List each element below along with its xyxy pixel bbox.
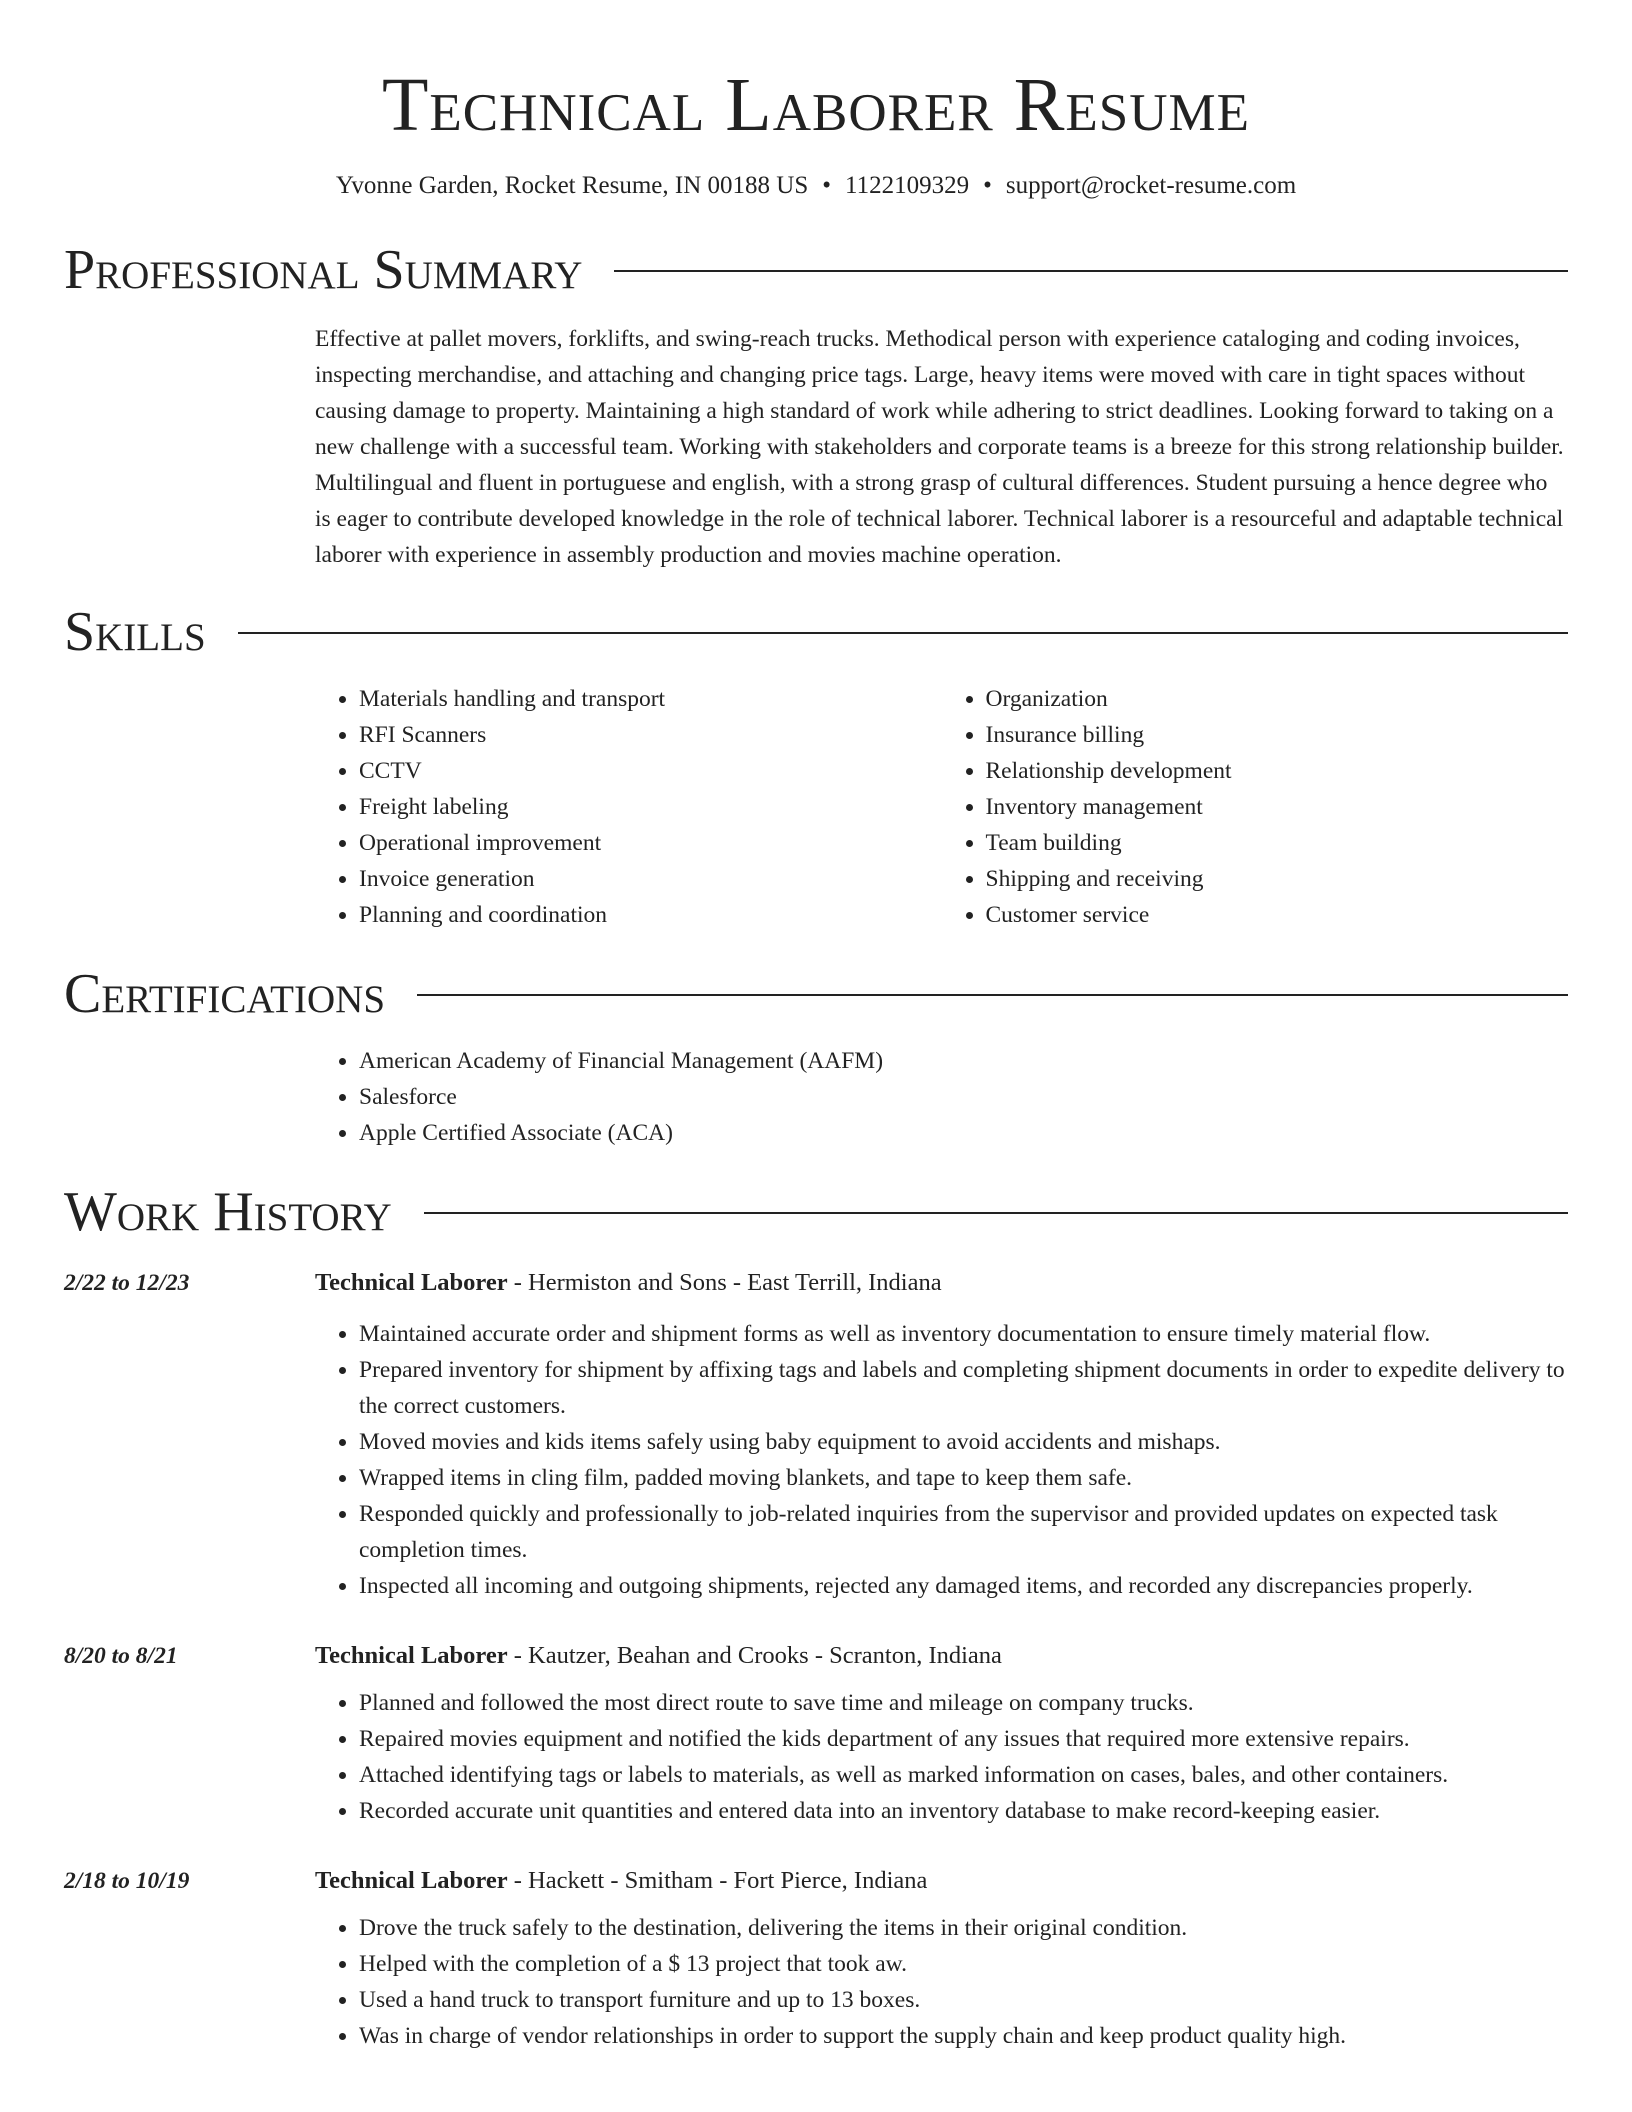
skill-item: • Insurance billing (986, 717, 1569, 753)
skills-section-header (64, 601, 1568, 663)
skill-item: • Relationship development (986, 753, 1569, 789)
certifications-list (315, 1043, 1568, 1151)
job-dates: 2/22 to 12/23 (64, 1270, 190, 1296)
job-duty: • Wrapped items in cling film, padded moving blankets, and tape to keep them safe. (359, 1460, 1568, 1496)
certification-item: • Salesforce (359, 1079, 1568, 1115)
skill-item: • RFI Scanners (359, 717, 942, 753)
job-duty: • Attached identifying tags or labels to materials, as well as marked information on cases, bales, and other containers. (359, 1757, 1568, 1793)
skill-item: • Team building (986, 825, 1569, 861)
summary-section-header (64, 239, 1568, 301)
job-dates: 8/20 to 8/21 (64, 1643, 178, 1669)
skill-item: • Operational improvement (359, 825, 942, 861)
job-body (315, 1863, 1568, 2054)
contact-address: Yvonne Garden, Rocket Resume, IN 00188 US (335, 172, 809, 199)
skill-item: • Inventory management (986, 789, 1569, 825)
skill-item: • Customer service (986, 897, 1569, 933)
job-employer: - Hermiston and Sons - East Terrill, Indiana (507, 1269, 942, 1296)
job-entry (64, 1638, 1568, 1829)
certification-item: • American Academy of Financial Management (AAFM) (359, 1043, 1568, 1079)
certification-item: • Apple Certified Associate (ACA) (359, 1115, 1568, 1151)
work-history-section-header (64, 1181, 1568, 1243)
job-employer: - Hackett - Smitham - Fort Pierce, Indiana (507, 1867, 928, 1894)
contact-separator: • (822, 172, 832, 199)
skill-item: • Materials handling and transport (359, 681, 942, 717)
resume-page (64, 0, 1568, 2054)
job-dates: 2/18 to 10/19 (64, 1868, 190, 1894)
job-duty: • Inspected all incoming and outgoing shipments, rejected any damaged items, and recorded any discrepancies properly. (359, 1568, 1568, 1604)
skill-item: • Invoice generation (359, 861, 942, 897)
job-duty: • Repaired movies equipment and notified the kids department of any issues that required more extensive repairs. (359, 1721, 1568, 1757)
section-divider (424, 1212, 1568, 1214)
job-title: Technical Laborer (315, 1642, 508, 1669)
contact-phone: 1122109329 (845, 172, 970, 199)
certifications-heading: Certifications (64, 963, 386, 1025)
job-entry (64, 1863, 1568, 2054)
skills-list (315, 681, 1568, 933)
contact-line (64, 170, 1568, 202)
work-history-heading: Work History (64, 1181, 392, 1243)
job-duties (315, 1316, 1568, 1604)
job-duty: • Prepared inventory for shipment by affixing tags and labels and completing shipment documents in order to expedite delivery to the correct customers. (359, 1352, 1568, 1424)
skill-item: • Shipping and receiving (986, 861, 1569, 897)
summary-heading: Professional Summary (64, 239, 583, 301)
skill-item: • Planning and coordination (359, 897, 942, 933)
skills-column-left (315, 681, 942, 933)
job-duty: • Drove the truck safely to the destination, delivering the items in their original condition. (359, 1910, 1568, 1946)
certifications-bullets (315, 1043, 1568, 1151)
section-divider (417, 994, 1568, 996)
section-divider (238, 632, 1568, 634)
job-duty: • Planned and followed the most direct route to save time and mileage on company trucks. (359, 1685, 1568, 1721)
job-duties (315, 1685, 1568, 1829)
job-heading (315, 1638, 1568, 1674)
contact-separator: • (983, 172, 992, 199)
job-body (315, 1638, 1568, 1829)
job-employer: - Kautzer, Beahan and Crooks - Scranton, Indiana (507, 1642, 1002, 1669)
resume-title: Technical Laborer Resume (381, 63, 1251, 147)
job-duty: • Maintained accurate order and shipment forms as well as inventory documentation to ensure timely material flow. (359, 1316, 1568, 1352)
job-duty: • Was in charge of vendor relationships in order to support the supply chain and keep product quality high. (359, 2018, 1568, 2054)
skills-heading: Skills (64, 601, 206, 663)
certifications-section-header (64, 963, 1568, 1025)
section-divider (614, 270, 1568, 272)
skills-column-right (942, 681, 1569, 933)
job-duty: • Used a hand truck to transport furniture and up to 13 boxes. (359, 1982, 1568, 2018)
skill-item: • Organization (986, 681, 1569, 717)
job-body (315, 1265, 1568, 1604)
job-heading (315, 1863, 1568, 1899)
job-title: Technical Laborer (315, 1269, 508, 1296)
contact-email: support@rocket-resume.com (1005, 172, 1297, 199)
job-duty: • Recorded accurate unit quantities and entered data into an inventory database to make record-keeping easier. (359, 1793, 1568, 1829)
job-entry (64, 1265, 1568, 1604)
job-title: Technical Laborer (315, 1867, 508, 1894)
job-duty: • Helped with the completion of a $ 13 project that took aw. (359, 1946, 1568, 1982)
job-duty: • Moved movies and kids items safely using baby equipment to avoid accidents and mishaps. (359, 1424, 1568, 1460)
job-duty: • Responded quickly and professionally to job-related inquiries from the supervisor and provided updates on expected task completion times. (359, 1496, 1568, 1568)
summary-text: Effective at pallet movers, forklifts, and swing-reach trucks. Methodical person with experience cataloging and coding invoices, inspecting merchandise, and attaching and changing price tags. Large, heavy items were moved with care in tight spaces without causing damage to property. Maintaining a high standard of work while adhering to strict deadlines. Looking forward to taking on a new challenge with a successful team. Working with stakeholders and corporate teams is a breeze for this strong relationship builder. Multilingual and fluent in portuguese and english, with a strong grasp of cultural differences. Student pursuing a hence degree who is eager to contribute developed knowledge in the role of technical laborer. Technical laborer is a resourceful and adaptable technical laborer with experience in assembly production and movies machine operation. (315, 326, 1564, 568)
skill-item: • CCTV (359, 753, 942, 789)
job-heading (315, 1265, 1568, 1301)
job-duties (315, 1910, 1568, 2054)
skill-item: • Freight labeling (359, 789, 942, 825)
